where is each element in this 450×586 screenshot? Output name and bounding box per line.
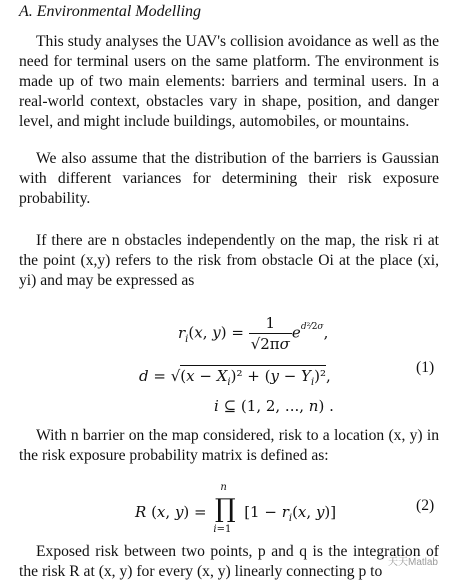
watermark: 天天Matlab (387, 557, 438, 568)
equation-1-number: (1) (416, 359, 435, 376)
equation-1-distance: $d = √(x - X_i)^2 + (y - Y_i)^2$, (139, 367, 331, 388)
paragraph-gaussian: We also assume that the distribution of the barriers is Gaussian with different variances for determining their risk exposure probability. (19, 150, 439, 207)
equation-2-product: R (x, y) = n ∏ i=1 [$1 - r_i(x$, y)] (135, 482, 337, 535)
paragraph-obstacles: If there are n obstacles independently on the map, the risk ri at the point (x,y) refers to the risk from obstacle Oi at the place (xi, yi) and may be expressed as (19, 232, 439, 289)
equation-2-number: (2) (416, 497, 435, 514)
paragraph-intro: This study analyses the UAV's collision avoidance as well as the need for terminal users on the same platform. The environment is made up of two main elements: barriers and terminal users. In a real-world context, obstacles vary in shape, position, and danger level, and might include buildings, automobiles, or mountains. (19, 33, 439, 130)
equation-1-risk: $r_i(x$, y) = $\frac{1}{√2\pi\sigma}$ $e^{d^2⁄2\sigma}$, (178, 314, 329, 353)
equation-1-index-set: i ⊆ (1, 2, ..., n) . (214, 397, 334, 415)
section-title: A. Environmental Modelling (19, 3, 202, 20)
paragraph-risk-matrix: With n barrier on the map considered, risk to a location (x, y) in the risk exposure probability matrix is defined as: (19, 427, 439, 464)
paragraph-exposed-risk: Exposed risk between two points, p and q is the integration of the risk R at (x, y) for every (x, y) linearly connecting p to (19, 543, 439, 580)
